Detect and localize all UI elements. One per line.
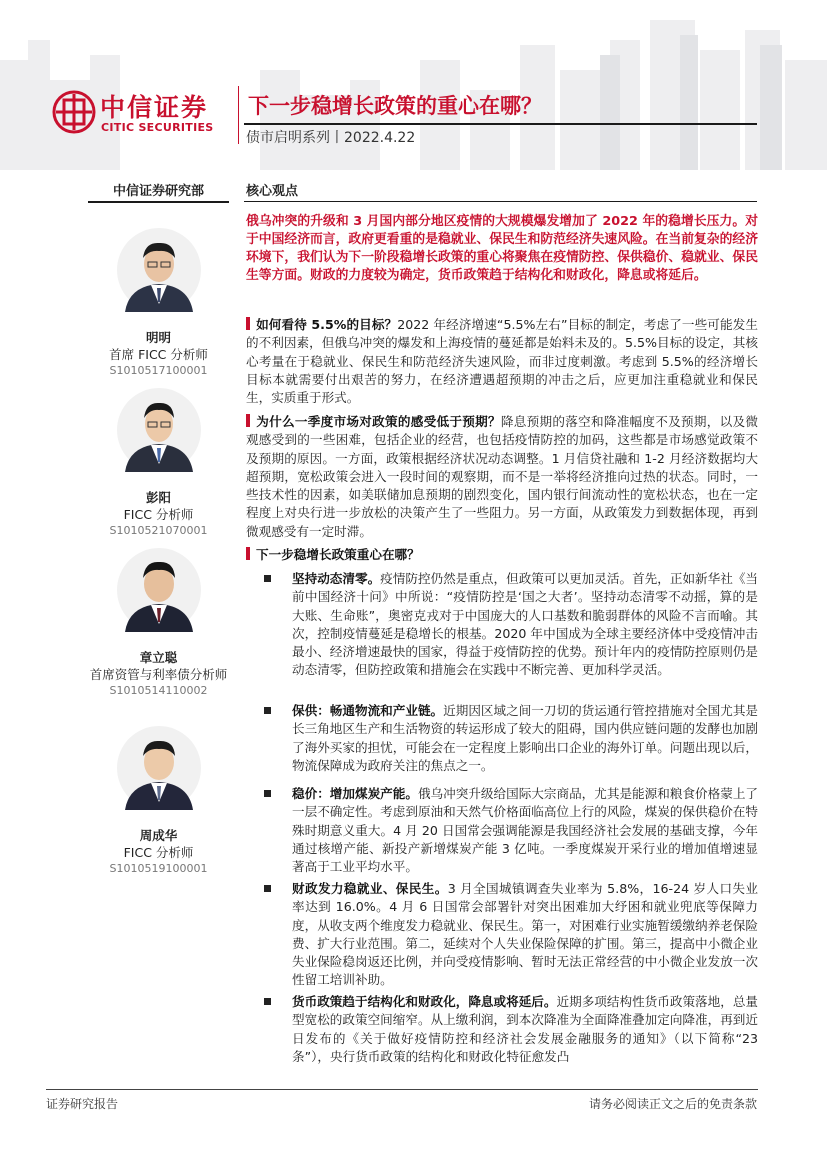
analyst-card xyxy=(88,548,229,699)
bullet-lead: 货币政策趋于结构化和财政化，降息或将延后。 xyxy=(292,994,557,1009)
section-lead: 下一步稳增长政策重心在哪？ xyxy=(256,547,420,562)
analyst-avatar xyxy=(117,388,201,472)
analyst-name: 明明 xyxy=(145,330,171,345)
bullet-square-icon xyxy=(264,790,271,797)
analyst-license-id: S1010521070001 xyxy=(109,524,208,537)
sidebar-heading: 中信证券研究部 xyxy=(112,184,204,199)
bullet-item xyxy=(264,993,758,1066)
bullet-lead: 坚持动态清零。 xyxy=(292,571,381,586)
report-title: 下一步稳增长政策的重心在哪？ xyxy=(248,94,542,118)
bullet-lead: 财政发力稳就业、保民生。 xyxy=(292,881,448,896)
bullet-item xyxy=(264,880,758,990)
citic-logo xyxy=(52,88,230,136)
bullet-body: 近期因区域之间一刀切的货运通行管控措施对全国尤其是长三角地区生产和生活物资的转运形成了较大的阻碍，国内供应链问题的发酵也加剧了海外买家的担忧，可能会在一定程度上影响出口企业的海外订单。问题出现以后，物流保障成为政府关注的焦点之一。 xyxy=(292,703,759,773)
report-subtitle: 债市启明系列丨2022.4.22 xyxy=(246,130,416,146)
bullet-item xyxy=(264,785,758,876)
core-heading: 核心观点 xyxy=(246,184,299,199)
citic-emblem-icon xyxy=(52,90,96,134)
footer-disclaimer-note: 请务必阅读正文之后的免责条款 xyxy=(588,1097,757,1111)
title-rule xyxy=(244,123,757,125)
section-body: 降息预期的落空和降准幅度不及预期，以及微观感受到的一些困难，包括企业的经营，也包括疫情防控的加码，这些都是市场感觉政策不及预期的原因。一方面，政策根据经济状况动态调整。1 月信贷社融和 1-2 月经济数据均大超预期，宽松政策会进入一段时间的观察期，而不是一举将经济推向过热的状态。同时，一些技术性的因素，如美联储加息预期的剧烈变化，国内银行间流动性的宽松状态，也在一定程度上对央行进一步放松的决策产生了一些阻力。另一方面，从政策发力到数据体现，再到微观感受有一定时滞。 xyxy=(246,414,759,539)
bullet-item xyxy=(264,702,758,775)
bullet-lead: 稳价：增加煤炭产能。 xyxy=(292,786,418,801)
section-marker xyxy=(246,547,250,560)
analyst-license-id: S1010517100001 xyxy=(109,364,208,377)
analyst-license-id: S1010514110002 xyxy=(109,684,208,697)
analyst-title: FICC 分析师 xyxy=(123,845,194,860)
core-heading-rule xyxy=(244,201,757,202)
analyst-avatar xyxy=(117,548,201,632)
section-marker xyxy=(246,414,250,427)
analyst-title: 首席资管与利率债分析师 xyxy=(89,667,228,682)
footer-rule xyxy=(46,1089,758,1090)
analyst-avatar xyxy=(117,726,201,810)
analyst-avatar xyxy=(117,228,201,312)
analyst-card xyxy=(88,388,229,539)
analyst-name: 周成华 xyxy=(139,828,178,843)
logo-text-en: CITIC SECURITIES xyxy=(101,121,214,134)
header-divider xyxy=(238,86,239,144)
section-body: 2022 年经济增速“5.5%左右”目标的制定，考虑了一些可能发生的不利因素，但俄乌冲突的爆发和上海疫情的蔓延都是始料未及的。5.5%目标的设定，其核心考量在于稳就业、保民生和防范经济失速风险，而非过度刺激。考虑到 5.5%的经济增长目标本就需要付出艰苦的努力，在经济遭遇超预期的冲击之后，应更加注重稳就业和保民生，实质重于形式。 xyxy=(246,317,758,406)
analyst-title: FICC 分析师 xyxy=(123,507,194,522)
bullet-body: 近期多项结构性货币政策落地，总量型宽松的政策空间缩窄。从上缴利润，到本次降准为全面降准叠加定向降准，再到近日发布的《关于做好疫情防控和经济社会发展金融服务的通知》（以下简称“23 条”），央行货币政策的结构化和财政化特征愈发凸 xyxy=(292,994,759,1064)
bullet-body: 3 月全国城镇调查失业率为 5.8%，16-24 岁人口失业率达到 16.0%。4 月 6 日国常会部署针对突出困难加大纾困和就业兜底等保障力度，从收支两个维度发力稳就业、保民生。第一，对困难行业实施暂缓缴纳养老保险费、扩大行业范围。第二，延续对个人失业保险保障的扩围。第三，提高中小微企业失业保险稳岗返还比例，并向受疫情影响、暂时无法正常经营的中小微企业发放一次性留工培训补助。 xyxy=(292,881,758,988)
section-paragraph xyxy=(246,316,758,407)
bullet-square-icon xyxy=(264,998,271,1005)
analyst-name: 章立聪 xyxy=(139,650,178,665)
analyst-card xyxy=(88,726,229,877)
bullet-body: 俄乌冲突升级给国际大宗商品，尤其是能源和粮食价格蒙上了一层不确定性。考虑到原油和天然气价格面临高位上行的风险，煤炭的保供稳价在特殊时期意义重大。4 月 20 日国常会强调能源是我国经济社会发展的基础支撑，今年通过核增产能、新投产新增煤炭产能 3 亿吨。一季度煤炭开采行业的增加值增速显著高于工业平均水平。 xyxy=(292,786,759,875)
section-lead: 如何看待 5.5%的目标？ xyxy=(256,317,398,332)
analyst-name: 彭阳 xyxy=(145,490,171,505)
section-lead: 为什么一季度市场对政策的感受低于预期？ xyxy=(256,414,501,429)
sidebar-heading-rule xyxy=(88,201,229,203)
bullet-item xyxy=(264,570,758,680)
logo-text-cn: 中信证券 xyxy=(100,93,209,122)
core-summary: 俄乌冲突的升级和 3 月国内部分地区疫情的大规模爆发增加了 2022 年的稳增长压力。对于中国经济而言，政府更看重的是稳就业、保民生和防范经济失速风险。在当前复杂的经济环境下，我们认为下一阶段稳增长政策的重心将聚焦在疫情防控、保供稳价、稳就业、保民生等方面。财政的力度较为确定，货币政策趋于结构化和财政化，降息或将延后。 xyxy=(246,214,758,283)
analyst-card xyxy=(88,228,229,379)
section-paragraph xyxy=(246,413,758,541)
analyst-title: 首席 FICC 分析师 xyxy=(109,347,208,362)
bullet-body: 疫情防控仍然是重点，但政策可以更加灵活。首先，正如新华社《当前中国经济十问》中所说：“疫情防控是‘国之大者’。坚持动态清零不动摇，算的是大账、生命账”，奥密克戎对于中国庞大的人口基数和脆弱群体的风险不言而喻。其次，控制疫情蔓延是稳增长的根基。2020 年中国成为全球主要经济体中受疫情冲击最小、经济增速最快的国家，得益于疫情防控的优势。预计年内的疫情防控原则仍是动态清零，但防控政策和措施会在实践中不断完善、更加科学灵活。 xyxy=(292,571,759,678)
bullet-square-icon xyxy=(264,885,271,892)
bullet-square-icon xyxy=(264,707,271,714)
footer-report-type: 证券研究报告 xyxy=(46,1097,119,1111)
bullet-lead: 保供：畅通物流和产业链。 xyxy=(292,703,444,718)
section-marker xyxy=(246,317,250,330)
analyst-license-id: S1010519100001 xyxy=(109,862,208,875)
section-heading xyxy=(246,546,420,564)
bullet-square-icon xyxy=(264,575,271,582)
